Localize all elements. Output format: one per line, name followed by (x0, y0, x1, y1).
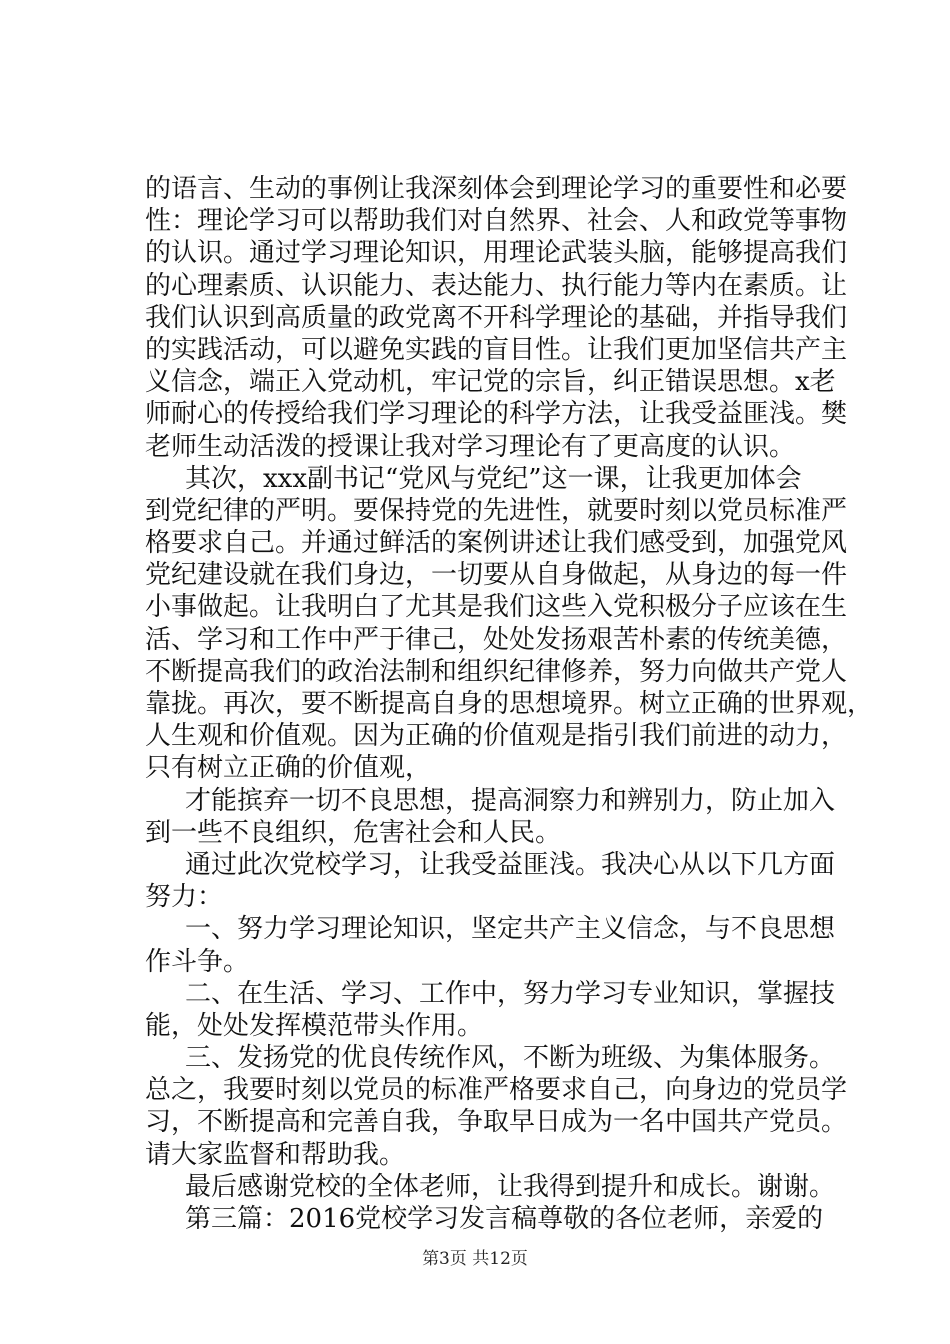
page-footer: 第3页 共12页 (422, 1249, 528, 1269)
text-line: 到党纪律的严明。要保持党的先进性，就要时刻以党员标准严 (145, 495, 848, 526)
text-line: 义信念，端正入党动机，牢记党的宗旨，纠正错误思想。x老 (145, 367, 836, 398)
text-line: 三、发扬党的优良传统作风，不断为班级、为集体服务。 (185, 1043, 836, 1074)
text-line: 师耐心的传授给我们学习理论的科学方法，让我受益匪浅。樊 (145, 399, 848, 430)
text-line: 习，不断提高和完善自我，争取早日成为一名中国共产党员。 (145, 1107, 848, 1138)
text-line: 只有树立正确的价值观， (145, 753, 432, 784)
text-line: 二、在生活、学习、工作中，努力学习专业知识，掌握技 (185, 978, 836, 1009)
text-line: 作斗争。 (145, 946, 250, 977)
text-line: 的实践活动，可以避免实践的盲目性。让我们更加坚信共产主 (145, 334, 848, 365)
text-line: 靠拢。再次，要不断提高自身的思想境界。树立正确的世界观， (145, 689, 874, 719)
text-line: 一、努力学习理论知识，坚定共产主义信念，与不良思想 (185, 914, 836, 945)
text-line: 老师生动活泼的授课让我对学习理论有了更高度的认识。 (145, 431, 796, 462)
text-line: 的语言、生动的事例让我深刻体会到理论学习的重要性和必要 (145, 174, 848, 204)
text-line: 最后感谢党校的全体老师，让我得到提升和成长。谢谢。 (185, 1171, 836, 1202)
text-line: 总之，我要时刻以党员的标准严格要求自己，向身边的党员学 (145, 1075, 848, 1106)
text-line: 性：理论学习可以帮助我们对自然界、社会、人和政党等事物 (145, 206, 848, 237)
text-line: 不断提高我们的政治法制和组织纪律修养，努力向做共产党人 (145, 656, 848, 687)
text-line: 活、学习和工作中严于律己，处处发扬艰苦朴素的传统美德， (145, 624, 848, 655)
text-line: 的认识。通过学习理论知识，用理论武装头脑，能够提高我们 (145, 238, 848, 269)
text-line: 请大家监督和帮助我。 (145, 1139, 406, 1170)
text-line: 到一些不良组织，危害社会和人民。 (145, 817, 562, 848)
text-line: 其次，xxx副书记“党风与党纪”这一课，让我更加体会 (185, 463, 802, 494)
text-line: 我们认识到高质量的政党离不开科学理论的基础，并指导我们 (145, 302, 848, 333)
text-line: 格要求自己。并通过鲜活的案例讲述让我们感受到，加强党风 (145, 528, 848, 559)
text-line: 才能摈弃一切不良思想，提高洞察力和辨别力，防止加入 (185, 785, 836, 816)
text-line: 努力： (145, 882, 224, 913)
text-line: 的心理素质、认识能力、表达能力、执行能力等内在素质。让 (145, 270, 848, 301)
text-line: 人生观和价值观。因为正确的价值观是指引我们前进的动力， (145, 721, 848, 752)
text-line: 通过此次党校学习，让我受益匪浅。我决心从以下几方面 (185, 849, 836, 880)
text-line: 小事做起。让我明白了尤其是我们这些入党积极分子应该在生 (145, 592, 848, 623)
text-line: 党纪建设就在我们身边，一切要从自身做起，从身边的每一件 (145, 560, 848, 591)
text-line: 第三篇：2016党校学习发言稿尊敬的各位老师，亲爱的 (185, 1204, 824, 1234)
document-body (145, 173, 874, 1235)
text-line: 能，处处发挥模范带头作用。 (145, 1010, 484, 1041)
